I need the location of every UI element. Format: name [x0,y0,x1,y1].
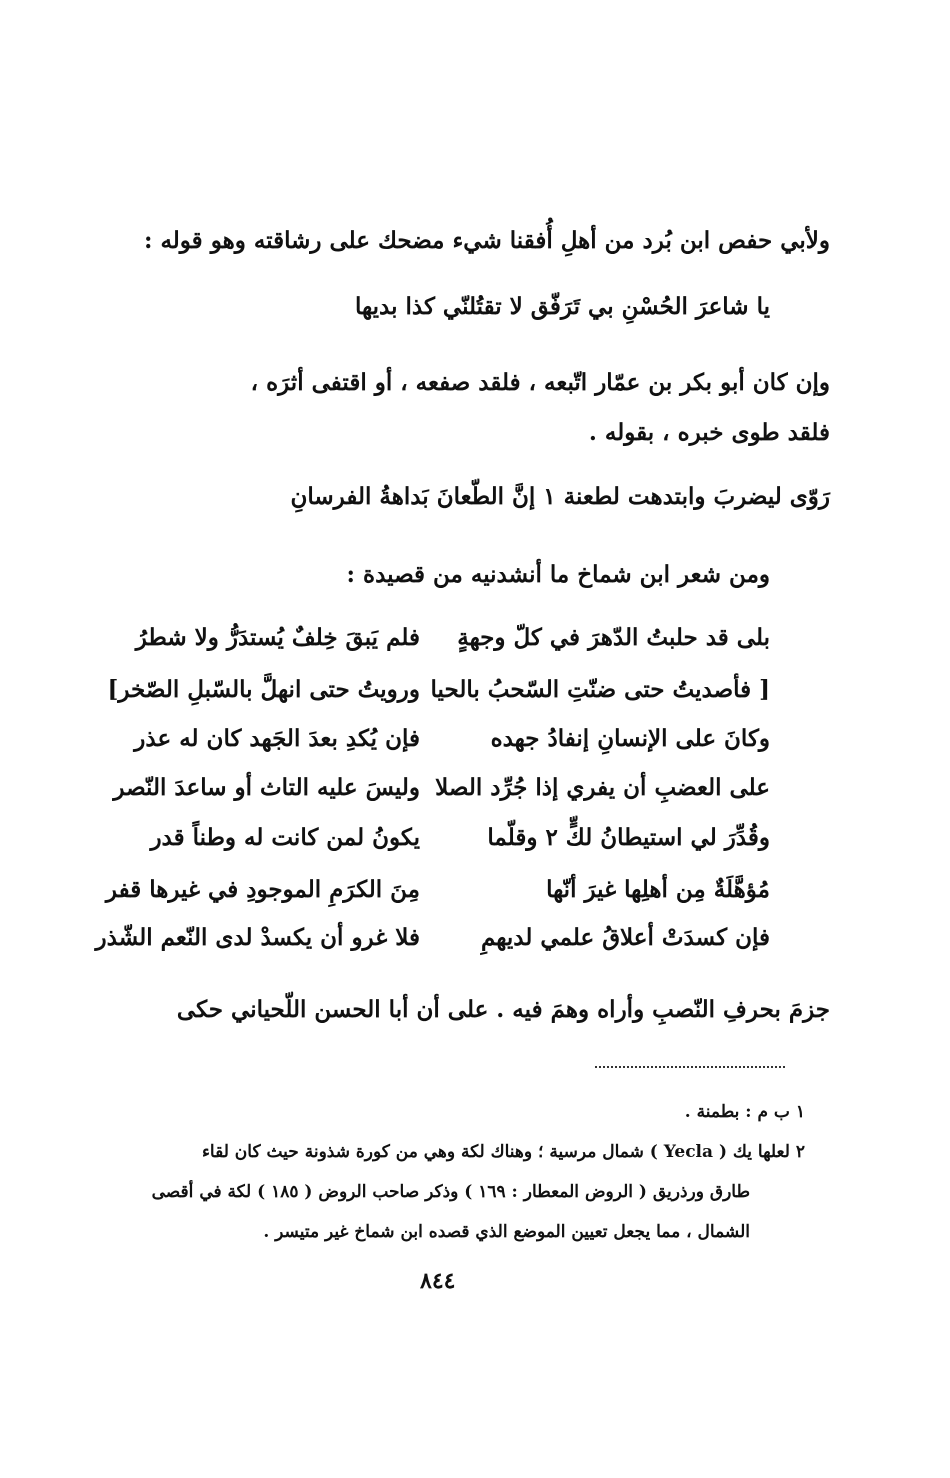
poem-hemistich-right: [ فأصديتُ حتى ضنّتِ السّحبُ بالحيا [430,676,770,703]
page-number: ٨٤٤ [420,1268,456,1294]
poem-hemistich-left: مِنَ الكرَمِ الموجودِ في غيرها قفر [105,876,420,903]
poem-hemistich-left: وليسَ عليه التاث أو ساعدَ النّصر [113,774,420,801]
poem-hemistich-right: وكانَ على الإنسانِ إنفادُ جهده [490,725,770,752]
footnote-2-line: ٢ لعلها يك ( Yecla ) شمال مرسية ؛ وهناك لكة وهي من كورة شذونة حيث كان لقاء [201,1142,805,1162]
paragraph-line: ومن شعر ابن شماخ ما أنشدنيه من قصيدة : [346,561,770,588]
paragraph-line: فلقد طوى خبره ، بقوله . [588,419,830,446]
poem-hemistich-left: فإن يُكدِ بعدَ الجَهد كان له عذر [134,725,420,752]
poem-hemistich-left: ورويتُ حتى انهلَّ بالسّبلِ الصّخر] [107,676,420,703]
poem-hemistich-left: فلم يَبقَ خِلفٌ يُستدَرُّ ولا شطرُ [135,624,420,651]
footnote-divider [595,1066,785,1068]
paragraph-line: وإن كان أبو بكر بن عمّار اتّبعه ، فلقد صفعه ، أو اقتفى أثرَه ، [250,369,830,396]
footnote-1: ١ ب م : بطمنة . [684,1102,805,1122]
poem-hemistich-right: فإن كسدَتْ أعلاقُ علمي لديهمِ [481,924,770,951]
poem-hemistich-left: يكونُ لمن كانت له وطناً قدر [150,824,420,851]
poem-hemistich-right: وقُدِّرَ لي استيطانُ لكٍّ ٢ وقلّما [487,824,770,851]
verse-line: رَوّى ليضربَ وابتدهت لطعنة ١ إنَّ الطّعانَ بَداهةُ الفرسانِ [290,483,830,510]
poem-hemistich-left: فلا غرو أن يكسدْ لدى النّعم الشّذر [95,924,420,951]
footnote-2-line: الشمال ، مما يجعل تعيين الموضع الذي قصده ابن شماخ غير متيسر . [263,1222,750,1242]
verse-line: يا شاعرَ الحُسْنِ بي تَرَفّق لا تقتُلنّي كذا بديها [355,293,770,320]
footnote-2-line: طارق ورذريق ( الروض المعطار : ١٦٩ ) وذكر صاحب الروض ( ١٨٥ ) لكة في أقصى [151,1182,750,1202]
poem-hemistich-right: بلى قد حلبتُ الدّهرَ في كلّ وجهةٍ [457,624,770,651]
poem-hemistich-right: على العضبِ أن يفري إذا جُرِّد الصلا [435,774,770,801]
poem-hemistich-right: مُؤهَّلَةٌ مِن أهلِها غيرَ أنّها [546,876,770,903]
intro-line: ولأبي حفص ابن بُرد من أهلِ أُفقنا شيء مضحك على رشاقته وهو قوله : [143,227,830,254]
closing-line: جزمَ بحرفِ النّصبِ وأراه وهمَ فيه . على أن أبا الحسن اللّحياني حكى [176,996,830,1023]
